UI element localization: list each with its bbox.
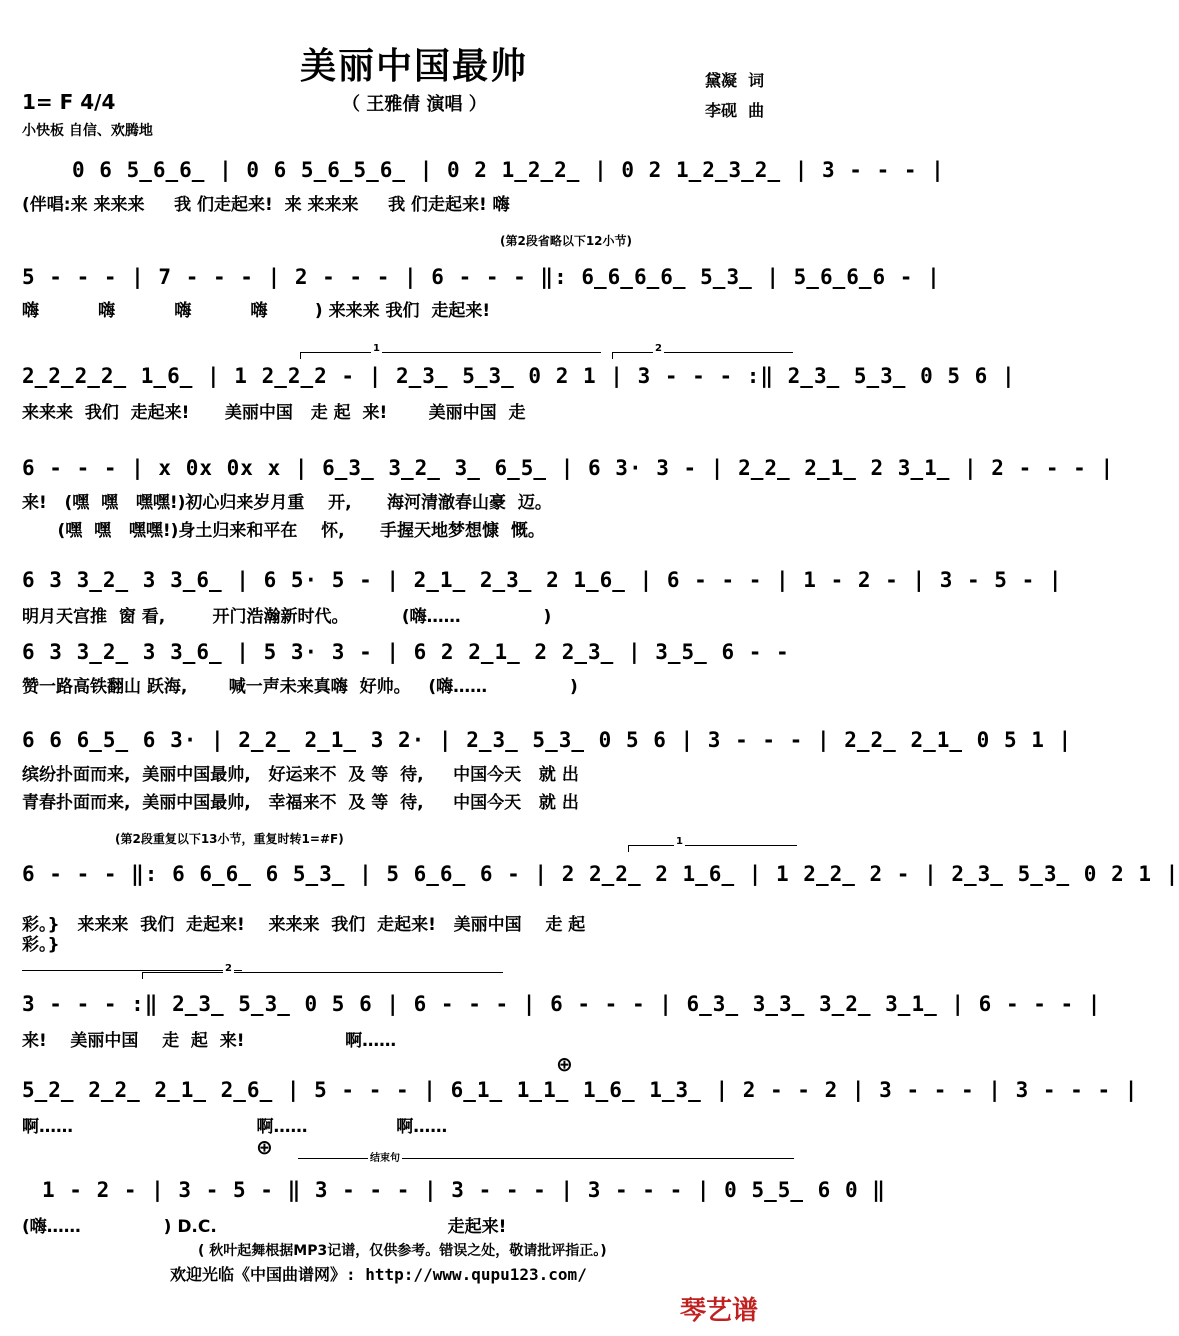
coda-sign-icon-2: ⊕ <box>256 1135 273 1159</box>
score-row-2-lyrics: 嗨 嗨 嗨 嗨 ) 来来来 我们 走起来! <box>22 301 491 321</box>
coda-sign-icon: ⊕ <box>556 1052 573 1076</box>
score-row-6-notes: 6 3 3̲2̲ 3 3̲6̲ | 5 3· 3 - | 6 2 2̲1̲ 2 2̲3̲ | 3̲5̲ 6 - - <box>22 640 790 664</box>
score-row-3-lyrics: 来来来 我们 走起来! 美丽中国 走 起 来! 美丽中国 走 <box>22 403 526 423</box>
score-row-7-lyrics-verse-2: 青春扑面而来, 美丽中国最帅, 幸福来不 及 等 待, 中国今天 就 出 <box>22 793 579 813</box>
lyricist-credit: 黛凝 词 <box>705 71 765 90</box>
score-row-10-notes: 5̲2̲ 2̲2̲ 2̲1̲ 2̲6̲ | 5 - - - | 6̲1̲ 1̲1̲ 1̲6̲ 1̲3̲ | 2 - - 2 | 3 - - - | 3 - - - | <box>22 1078 1139 1102</box>
site-banner: 欢迎光临《中国曲谱网》: http://www.qupu123.com/ <box>170 1265 587 1284</box>
score-row-11-lyrics: (嗨…… ) D.C. 走起来! <box>22 1217 507 1237</box>
score-row-6-lyrics: 赞一路高铁翻山 跃海, 喊一声未来真嗨 好帅。 (嗨…… ) <box>22 677 578 697</box>
score-row-4-lyrics-verse-2: (嘿 嘿 嘿嘿!)身土归来和平在 怀, 手握天地梦想慷 慨。 <box>22 521 545 541</box>
composer-credit: 李砚 曲 <box>705 101 765 120</box>
qinyipu-logo: 琴艺谱 <box>680 1296 759 1326</box>
transcription-note: ( 秋叶起舞根据MP3记谱，仅供参考。错误之处，敬请批评指正。) <box>198 1243 607 1259</box>
ending-phrase-bracket: 结束句 <box>298 1158 794 1165</box>
score-row-3-notes: 2̲2̲2̲2̲ 1̲6̲ | 1 2̲2̲2 - | 2̲3̲ 5̲3̲ 0 2 1 | 3 - - - :‖ 2̲3̲ 5̲3̲ 0 5 6 | <box>22 364 1016 388</box>
score-row-9-lyrics: 来! 美丽中国 走 起 来! 啊…… <box>22 1031 397 1051</box>
score-row-4-lyrics-verse-1: 来! (嘿 嘿 嘿嘿!)初心归来岁月重 开, 海河清澈春山豪 迈。 <box>22 493 552 513</box>
key-signature: 1= F 4/4 <box>22 90 116 114</box>
score-row-9-notes: 3 - - - :‖ 2̲3̲ 5̲3̲ 0 5 6 | 6 - - - | 6 - - - | 6̲3̲ 3̲3̲ 3̲2̲ 3̲1̲ | 6 - - - | <box>22 992 1102 1016</box>
singer-credit: （ 王雅倩 演唱 ） <box>342 94 487 115</box>
score-row-1-lyrics: (伴唱:来 来来来 我 们走起来! 来 来来来 我 们走起来! 嗨 <box>22 195 510 215</box>
tempo-marking: 小快板 自信、欢腾地 <box>22 123 153 139</box>
volta-bracket-2: 2 <box>612 352 793 359</box>
score-row-10-lyrics: 啊…… 啊…… 啊…… <box>22 1117 448 1137</box>
score-row-4-notes: 6 - - - | x 0x 0x x | 6̲3̲ 3̲2̲ 3̲ 6̲5̲ | 6 3· 3 - | 2̲2̲ 2̲1̲ 2 3̲1̲ | 2 - - - | <box>22 456 1115 480</box>
volta-bracket-1b: 1 <box>628 845 797 852</box>
score-row-7-lyrics-verse-1: 缤纷扑面而来, 美丽中国最帅, 好运来不 及 等 待, 中国今天 就 出 <box>22 765 579 785</box>
score-row-2-note: (第2段省略以下12小节) <box>500 234 633 248</box>
score-row-2-notes: 5 - - - | 7 - - - | 2 - - - | 6 - - - ‖: 6̲6̲6̲6̲ 5̲3̲ | 5̲6̲6̲6 - | <box>22 265 941 289</box>
score-row-8-note: (第2段重复以下13小节，重复时转1=#F) <box>115 832 344 846</box>
score-row-8-lyrics: 彩。} 来来来 我们 走起来! 来来来 我们 走起来! 美丽中国 走 起 <box>22 915 586 935</box>
volta-bracket-1: 1 <box>300 352 601 359</box>
score-row-5-notes: 6 3 3̲2̲ 3 3̲6̲ | 6 5· 5 - | 2̲1̲ 2̲3̲ 2 1̲6̲ | 6 - - - | 1 - 2 - | 3 - 5 - | <box>22 568 1063 592</box>
score-row-5-lyrics: 明月天宫推 窗 看, 开门浩瀚新时代。 (嗨…… ) <box>22 607 552 627</box>
score-row-1-notes: 0 6 5̲6̲6̲ | 0 6 5̲6̲5̲6̲ | 0 2 1̲2̲2̲ | 0 2 1̲2̲3̲2̲ | 3 - - - | <box>72 158 945 182</box>
score-row-8-notes: 6 - - - ‖: 6 6̲6̲ 6 5̲3̲ | 5 6̲6̲ 6 - | 2 2̲2̲ 2 1̲6̲ | 1 2̲2̲ 2 - | 2̲3̲ 5̲3̲ 0 2 1 | <box>22 862 1179 886</box>
volta-bracket-2b: 2 <box>142 972 503 979</box>
score-row-8-lyrics-verse-2: 彩。} <box>22 935 60 955</box>
score-row-11-notes: 1 - 2 - | 3 - 5 - ‖ 3 - - - | 3 - - - | 3 - - - | 0 5̲5̲ 6 0 ‖ <box>42 1178 886 1202</box>
song-title: 美丽中国最帅 <box>300 46 529 87</box>
score-row-7-notes: 6 6 6̲5̲ 6 3· | 2̲2̲ 2̲1̲ 3 2· | 2̲3̲ 5̲3̲ 0 5 6 | 3 - - - | 2̲2̲ 2̲1̲ 0 5 1 | <box>22 728 1073 752</box>
